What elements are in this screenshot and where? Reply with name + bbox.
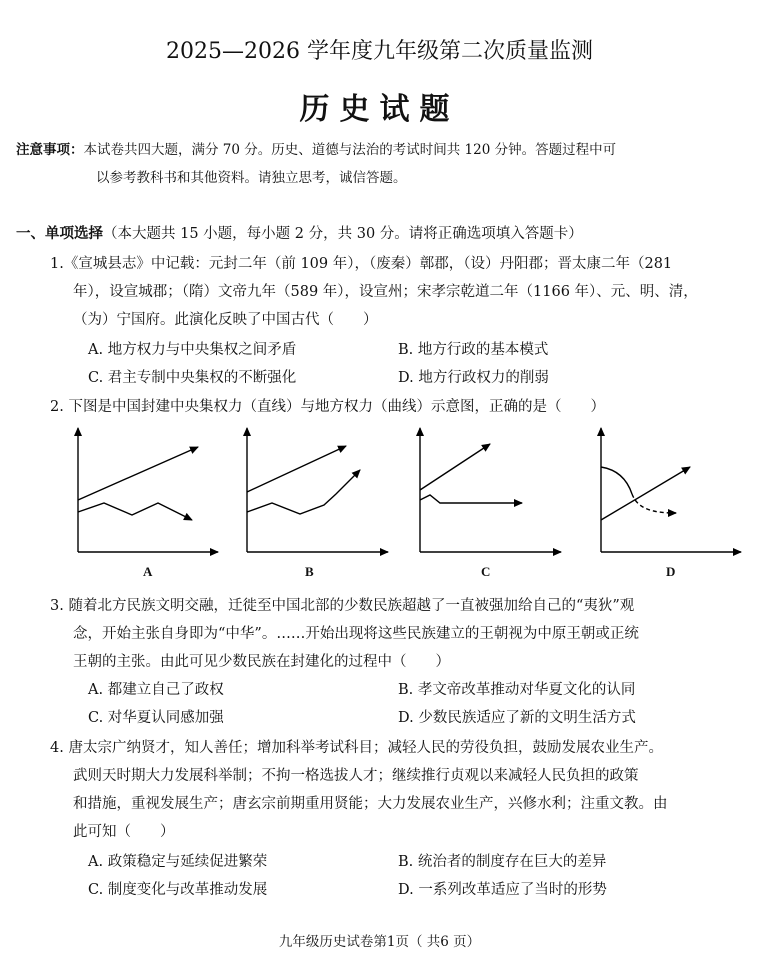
graph-b-central-line xyxy=(247,446,346,492)
graph-d-local-curve-solid xyxy=(601,467,632,494)
graph-c-label[interactable]: C xyxy=(481,564,491,579)
notice-label: 注意事项： xyxy=(16,142,84,158)
section-title: 一、单项选择 xyxy=(16,225,103,242)
graph-d-central-line xyxy=(601,467,690,520)
q3-option-a[interactable]: A. 都建立自己了政权 xyxy=(88,682,224,698)
graph-b xyxy=(247,428,388,552)
subject-title: 历史试题 xyxy=(299,92,460,127)
notice-text-1: 本试卷共四大题，满分 70 分。历史、道德与法治的考试时间共 120 分钟。答题过程中可 xyxy=(83,142,617,158)
graph-a-central-line xyxy=(78,447,198,500)
graph-a xyxy=(78,428,218,552)
graph-c xyxy=(420,428,561,552)
q1-line-2: 年），设宣城郡；（隋）文帝九年（589 年），设宣州；宋孝宗乾道二年（1166 年）、元、明、清， xyxy=(73,284,698,300)
q3-line-2: 念，开始主张自身即为“中华”。……开始出现将这些民族建立的王朝视为中原王朝或正统 xyxy=(73,626,639,642)
graph-a-label[interactable]: A xyxy=(143,564,153,579)
q3-line-1: 3. 随着北方民族文明交融，迁徙至中国北部的少数民族超越了一直被强加给自己的“夷狄”观 xyxy=(50,598,635,614)
q4-option-a[interactable]: A. 政策稳定与延续促进繁荣 xyxy=(88,854,268,870)
q1-option-d[interactable]: D. 地方行政权力的削弱 xyxy=(398,370,549,386)
page-footer: 九年级历史试卷第1页（ 共6 页） xyxy=(278,934,481,950)
graph-d-label[interactable]: D xyxy=(666,564,676,579)
exam-title: 2025—2026 学年度九年级第二次质量监测 xyxy=(166,39,593,64)
graph-c-local-curve xyxy=(420,495,522,503)
q1-option-b[interactable]: B. 地方行政的基本模式 xyxy=(398,342,549,358)
q4-line-3: 和措施，重视发展生产；唐玄宗前期重用贤能；大力发展农业生产，兴修水利；注重文教。由 xyxy=(73,796,668,812)
q1-line-1: 1.《宣城县志》中记载：元封二年（前 109 年），（废秦）鄣郡，（设）丹阳郡；晋太康二年（281 xyxy=(50,256,673,272)
q4-line-2: 武则天时期大力发展科举制；不拘一格选拔人才；继续推行贞观以来减轻人民负担的政策 xyxy=(73,768,639,784)
q4-option-d[interactable]: D. 一系列改革适应了当时的形势 xyxy=(398,882,607,898)
graph-b-local-curve xyxy=(247,470,360,514)
q4-line-1: 4. 唐太宗广纳贤才，知人善任；增加科举考试科目；减轻人民的劳役负担，鼓励发展农业生产。 xyxy=(50,740,663,756)
graph-c-central-line xyxy=(420,444,490,490)
q3-line-3: 王朝的主张。由此可见少数民族在封建化的过程中（ ） xyxy=(73,654,450,670)
q2-line-1: 2. 下图是中国封建中央集权力（直线）与地方权力（曲线）示意图，正确的是（ ） xyxy=(50,399,605,415)
graph-d xyxy=(601,428,741,552)
q1-option-c[interactable]: C. 君主专制中央集权的不断强化 xyxy=(88,370,297,386)
q1-line-3: （为）宁国府。此演化反映了中国古代（ ） xyxy=(73,312,378,328)
q4-option-b[interactable]: B. 统治者的制度存在巨大的差异 xyxy=(398,854,607,870)
q4-option-c[interactable]: C. 制度变化与改革推动发展 xyxy=(88,882,268,898)
q4-line-4: 此可知（ ） xyxy=(73,824,175,840)
q3-option-b[interactable]: B. 孝文帝改革推动对华夏文化的认同 xyxy=(398,682,636,698)
q1-option-a[interactable]: A. 地方权力与中央集权之间矛盾 xyxy=(88,342,297,358)
graph-b-label[interactable]: B xyxy=(305,564,314,579)
notice-line-2: 以参考教科书和其他资料。请独立思考，诚信答题。 xyxy=(96,170,407,186)
section-desc: （本大题共 15 小题，每小题 2 分，共 30 分。请将正确选项填入答题卡） xyxy=(103,226,583,242)
q3-option-d[interactable]: D. 少数民族适应了新的文明生活方式 xyxy=(398,710,636,726)
graph-a-local-curve xyxy=(78,503,192,520)
q3-option-c[interactable]: C. 对华夏认同感加强 xyxy=(88,710,224,726)
